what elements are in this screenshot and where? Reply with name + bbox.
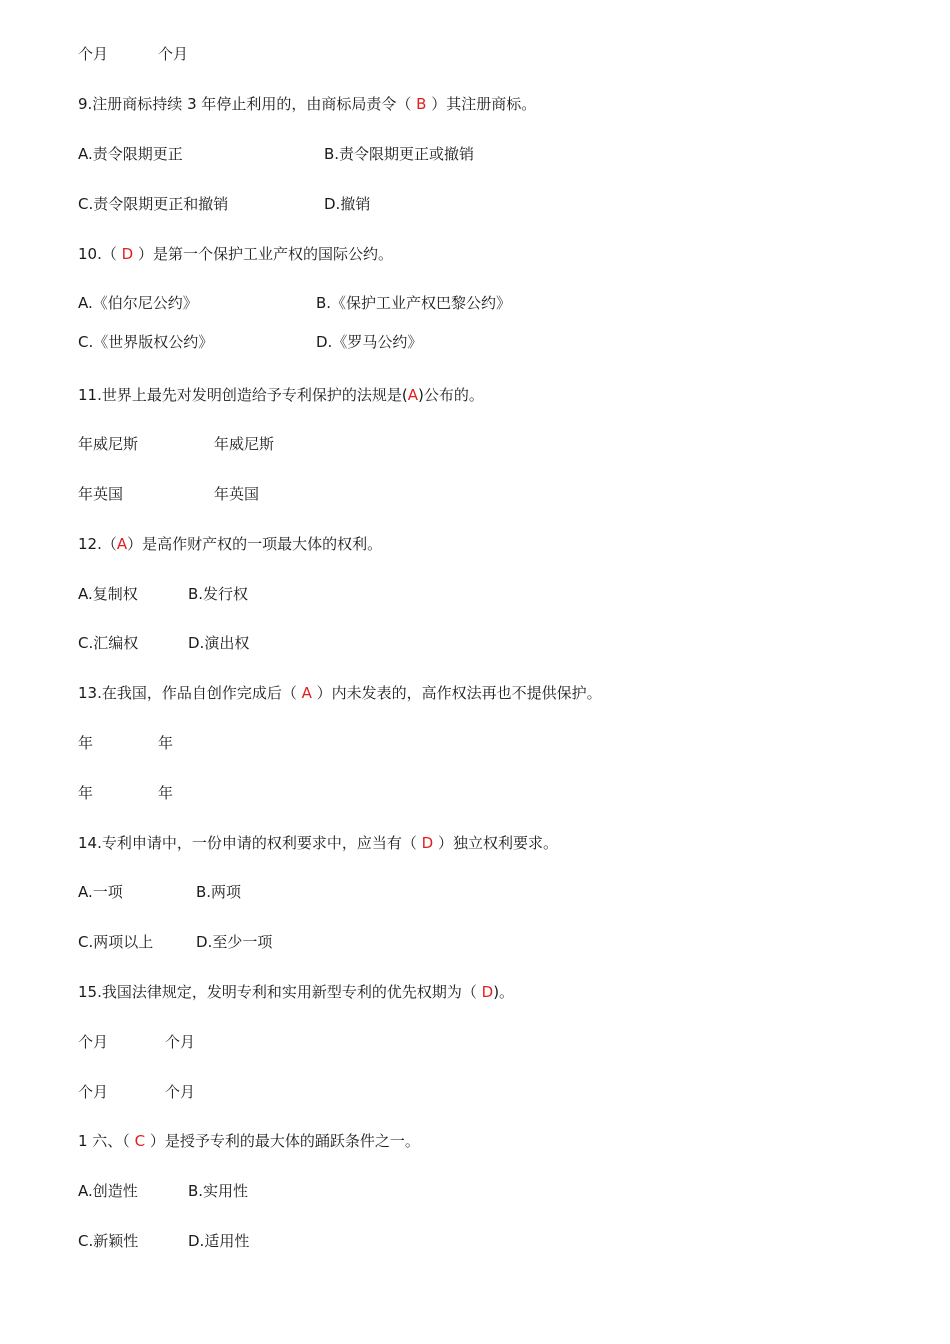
question-11: [78, 384, 484, 406]
answer-letter: C: [134, 1132, 146, 1150]
option-a: A.《伯尔尼公约》: [78, 294, 198, 312]
option-d: D.《罗马公约》: [316, 333, 423, 351]
option-b: B.实用性: [188, 1182, 249, 1200]
option-text: 个月: [78, 1083, 109, 1101]
question-text: ）是高作财产权的一项最大体的权利。: [127, 535, 383, 553]
option-c: C.责令限期更正和撤销: [78, 195, 229, 213]
answer-letter: A: [407, 386, 418, 404]
question-text: 14.专利申请中，一份申请的权利要求中，应当有（: [78, 834, 422, 852]
question-text: )公布的。: [417, 386, 484, 404]
option-a: A.创造性: [78, 1182, 138, 1200]
question-text: ）其注册商标。: [426, 95, 537, 113]
question-text: ）内未发表的，高作权法再也不提供保护。: [311, 684, 602, 702]
option-c: C.新颖性: [78, 1232, 139, 1250]
option-text: 年: [78, 734, 94, 752]
option-a: A.责令限期更正: [78, 145, 183, 163]
answer-letter: D: [121, 245, 134, 263]
question-15: [78, 981, 514, 1003]
option-text: 年威尼斯: [214, 435, 275, 453]
option-a: A.复制权: [78, 585, 138, 603]
answer-letter: B: [416, 95, 427, 113]
option-b: B.责令限期更正或撤销: [324, 145, 475, 163]
question-text: ）独立权利要求。: [433, 834, 558, 852]
option-c: C.汇编权: [78, 634, 139, 652]
question-10: [78, 243, 393, 265]
question-text: ）是第一个保护工业产权的国际公约。: [133, 245, 393, 263]
option-d: D.撤销: [324, 195, 371, 213]
option-b: B.发行权: [188, 585, 249, 603]
answer-letter: A: [116, 535, 128, 553]
option-text: 个月: [78, 1033, 109, 1051]
question-14: [78, 832, 558, 854]
question-text: 9.注册商标持续 3 年停止利用的，由商标局责令（: [78, 95, 417, 113]
question-9: [78, 93, 536, 115]
question-text: 1 六、（: [78, 1132, 135, 1150]
question-13: [78, 682, 602, 704]
question-text: 15.我国法律规定，发明专利和实用新型专利的优先权期为（: [78, 983, 482, 1001]
answer-letter: A: [301, 684, 312, 702]
option-c: C.两项以上: [78, 933, 154, 951]
option-b: B.《保护工业产权巴黎公约》: [316, 294, 512, 312]
option-text: 年英国: [78, 485, 124, 503]
answer-letter: D: [421, 834, 434, 852]
option-b: B.两项: [196, 883, 242, 901]
answer-letter: D: [481, 983, 494, 1001]
question-16: [78, 1130, 420, 1152]
option-text: 个月: [158, 45, 189, 63]
option-text: 年: [78, 784, 94, 802]
option-d: D.适用性: [188, 1232, 250, 1250]
option-a: A.一项: [78, 883, 123, 901]
option-text: 个月: [78, 45, 109, 63]
option-text: 年: [158, 734, 174, 752]
question-text: 10.（: [78, 245, 122, 263]
option-d: D.演出权: [188, 634, 250, 652]
option-text: 年: [158, 784, 174, 802]
question-text: )。: [493, 983, 515, 1001]
option-text: 个月: [165, 1033, 196, 1051]
question-text: ）是授予专利的最大体的踊跃条件之一。: [145, 1132, 420, 1150]
question-text: 13.在我国，作品自创作完成后（: [78, 684, 302, 702]
question-text: 12.（: [78, 535, 117, 553]
question-text: 11.世界上最先对发明创造给予专利保护的法规是(: [78, 386, 408, 404]
option-text: 年威尼斯: [78, 435, 139, 453]
option-text: 年英国: [214, 485, 260, 503]
question-12: [78, 533, 382, 555]
option-c: C.《世界版权公约》: [78, 333, 214, 351]
option-text: 个月: [165, 1083, 196, 1101]
option-d: D.至少一项: [196, 933, 273, 951]
